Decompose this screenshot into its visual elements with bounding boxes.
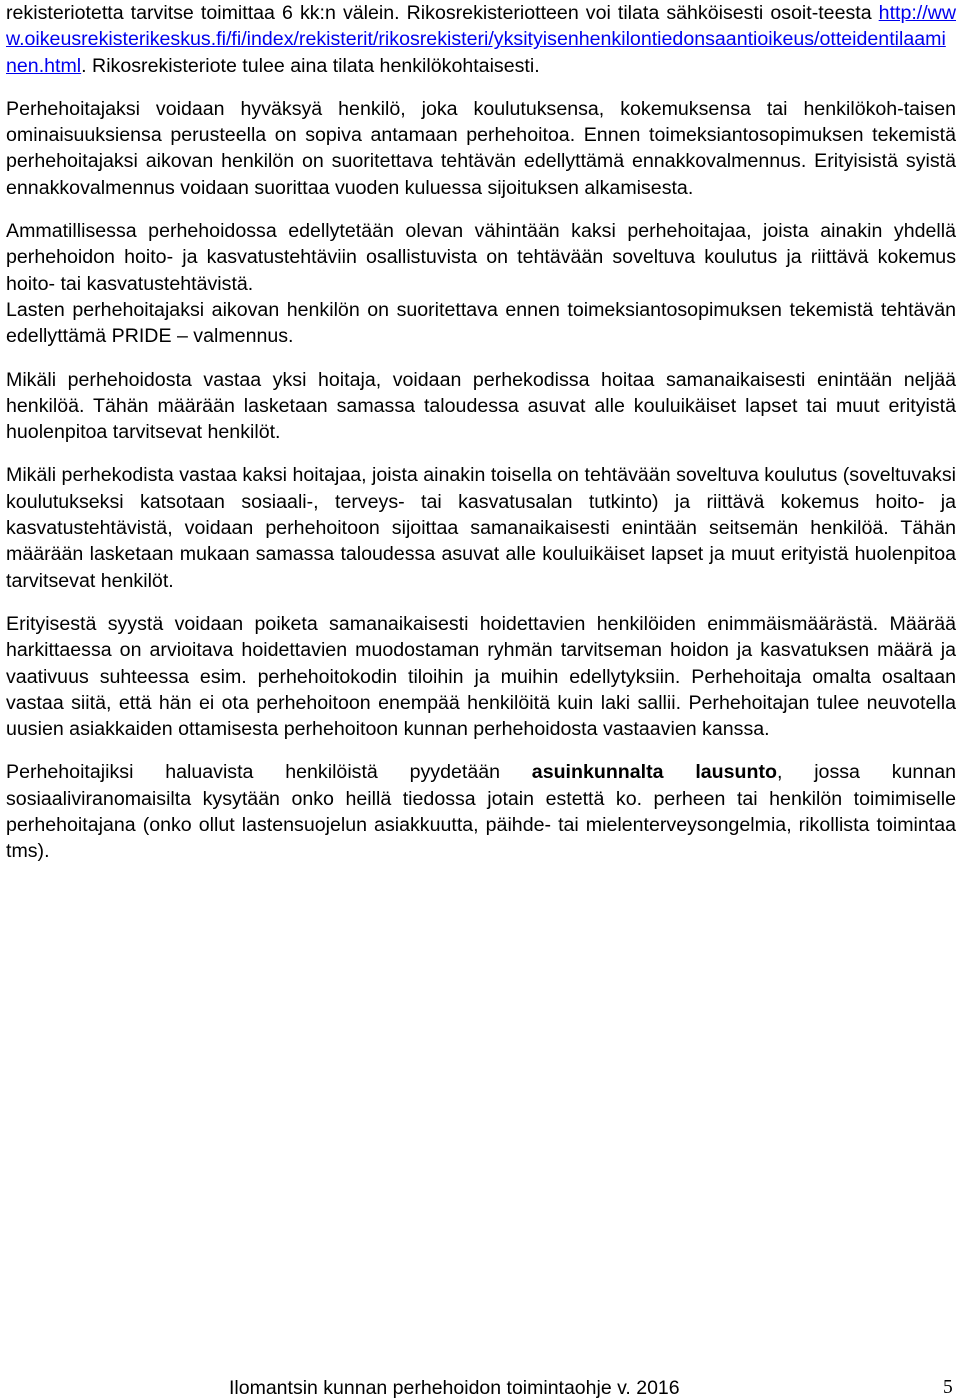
paragraph-professional-care: Ammatillisessa perhehoidossa edellytetään olevan vähintään kaksi perhehoitajaa, joista ainakin yhdellä perhehoidon hoito- ja kasvatustehtäviin osallistuvista on tehtävään soveltuva koulutus ja riittävä kokemus hoito- tai kasvatustehtävistä. xyxy=(6,220,956,295)
paragraph-gap xyxy=(6,350,956,367)
paragraph-gap xyxy=(6,201,956,218)
paragraph-municipal-statement xyxy=(6,759,956,864)
criminal-record-link[interactable]: http://www.oikeusrekisterikeskus.fi/fi/index/rekisterit/rikosrekisteri/yksityisenhenkilontiedonsaantioikeus/otteidentilaaminen.html xyxy=(6,2,956,77)
paragraph-gap xyxy=(6,445,956,462)
paragraph-approval: Perhehoitajaksi voidaan hyväksyä henkilö, joka koulutuksensa, kokemuksensa tai henkilökoh-taisen ominaisuuksiensa perusteella on sopiva antamaan perhehoitoa. Ennen toimeksiantosopimuksen tekemistä perhehoitajaksi aikovan henkilön on suoritettava tehtävän edellyttämä ennakkovalmennus. Erityisistä syistä ennakkovalmennus voidaan suorittaa vuoden kuluessa sijoituksen alkamisesta. xyxy=(6,97,956,199)
paragraph-two-caregivers: Mikäli perhekodista vastaa kaksi hoitajaa, joista ainakin toisella on tehtävään soveltuva koulutus (soveltuvaksi koulutukseksi katsotaan sosiaali-, terveys- tai kasvatusalan tutkinto) ja riittävä kokemus hoito- ja kasvatustehtävistä, voidaan perhehoitoon sijoittaa samanaikaisesti enintään seitsemän henkilöä. Tähän määrään lasketaan mukaan samassa taloudessa asuvat alle kouluikäiset lapset ja muut erityistä huolenpitoa tarvitsevat henkilöt. xyxy=(6,464,956,592)
paragraph-one-caregiver: Mikäli perhehoidosta vastaa yksi hoitaja, voidaan perhekodissa hoitaa samanaikaisesti enintään neljää henkilöä. Tähän määrään lasketaan samassa taloudessa asuvat alle kouluikäiset lapset tai muut erityistä huolenpitoa tarvitsevat henkilöt. xyxy=(6,368,956,444)
paragraph-text: rekisteriotetta tarvitse toimittaa 6 kk:n välein. Rikosrekisteriotteen voi tilata sähköisesti osoit-teesta xyxy=(6,2,879,24)
paragraph-gap xyxy=(6,742,956,759)
paragraph-text: . Rikosrekisteriote tulee aina tilata henkilökohtaisesti. xyxy=(81,54,540,77)
page-number: 5 xyxy=(943,1377,953,1398)
footer-title: Ilomantsin kunnan perhehoidon toimintaohje v. 2016 xyxy=(229,1377,680,1399)
paragraph-text: Perhehoitajiksi haluavista henkilöistä pyydetään xyxy=(6,761,532,784)
paragraph-criminal-record xyxy=(6,0,956,79)
paragraph-exceptions: Erityisestä syystä voidaan poiketa samanaikaisesti hoidettavien henkilöiden enimmäismäärästä. Määrää harkittaessa on arvioitava hoidettavien muodostaman ryhmän tarvitseman hoidon ja kasvatuksen määrä ja vaativuus suhteessa esim. perhehoitokodin tiloihin ja muihin edellytyksiin. Perhehoitaja omalta osaltaan vastaa siitä, että hän ei ota perhehoitoon enempää henkilöitä kuin laki sallii. Perhehoitajan tulee neuvotella uusien asiakkaiden ottamisesta perhehoitoon kunnan perhehoidosta vastaavien kanssa. xyxy=(6,612,956,741)
paragraph-gap xyxy=(6,594,956,611)
paragraph-gap xyxy=(6,79,956,96)
bold-phrase: asuinkunnalta lausunto xyxy=(531,761,777,784)
paragraph-text: , jossa kunnan sosiaaliviranomaisilta kysytään onko heillä tiedossa jotain estettä ko. perheen tai henkilön toimimiselle perhehoitajana (onko ollut lastensuojelun asiakkuutta, päihde- tai mielenterveysongelmia, rikollista toimintaa tms). xyxy=(6,761,957,863)
paragraph-pride-training: Lasten perhehoitajaksi aikovan henkilön on suoritettava ennen toimeksiantosopimuksen tekemistä tehtävän edellyttämä PRIDE – valmennus. xyxy=(6,298,956,348)
document-body xyxy=(6,0,956,865)
